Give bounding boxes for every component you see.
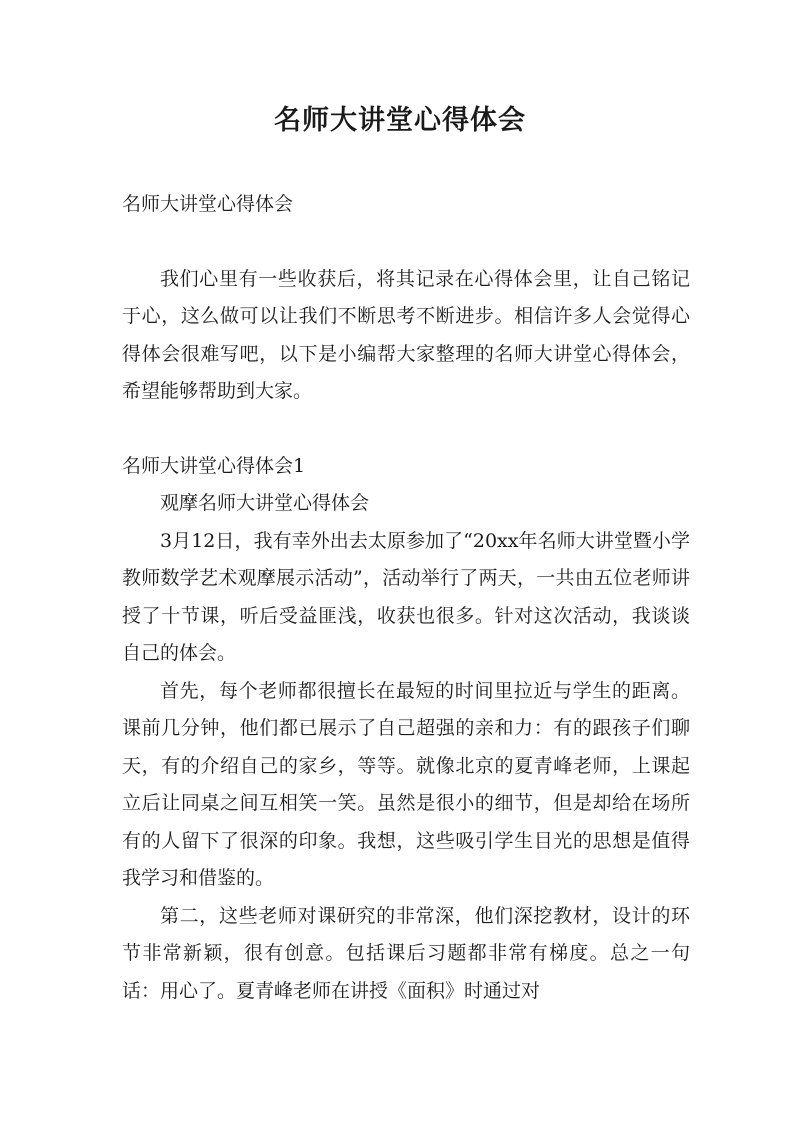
body-paragraph: 第二，这些老师对课研究的非常深，他们深挖教材，设计的环节非常新颖，很有创意。包括课后习题都非常有梯度。总之一句话：用心了。夏青峰老师在讲授《面积》时通过对 [122, 904, 690, 1002]
document-body [122, 186, 690, 1010]
body-paragraph: 3月12日，我有幸外出去太原参加了“20xx年名师大讲堂暨小学教师数学艺术观摩展示活动”，活动举行了两天，一共由五位老师讲授了十节课，听后受益匪浅，收获也很多。针对这次活动，我谈谈自己的体会。 [122, 529, 690, 664]
body-paragraph: 首先，每个老师都很擅长在最短的时间里拉近与学生的距离。课前几分钟，他们都已展示了自己超强的亲和力：有的跟孩子们聊天，有的介绍自己的家乡，等等。就像北京的夏青峰老师，上课起立后让同桌之间互相笑一笑。虽然是很小的细节，但是却给在场所有的人留下了很深的印象。我想，这些吸引学生目光的思想是值得我学习和借鉴的。 [122, 679, 690, 889]
document-title: 名师大讲堂心得体会 [274, 105, 526, 136]
section-heading: 名师大讲堂心得体会1 [122, 454, 306, 477]
spacer [122, 411, 690, 448]
spacer [122, 224, 690, 261]
intro-paragraph: 我们心里有一些收获后，将其记录在心得体会里，让自己铭记于心，这么做可以让我们不断思考不断进步。相信许多人会觉得心得体会很难写吧，以下是小编帮大家整理的名师大讲堂心得体会，希望能够帮助到大家。 [122, 267, 690, 402]
section-subheading: 观摩名师大讲堂心得体会 [160, 492, 370, 514]
document-subtitle: 名师大讲堂心得体会 [122, 193, 294, 215]
